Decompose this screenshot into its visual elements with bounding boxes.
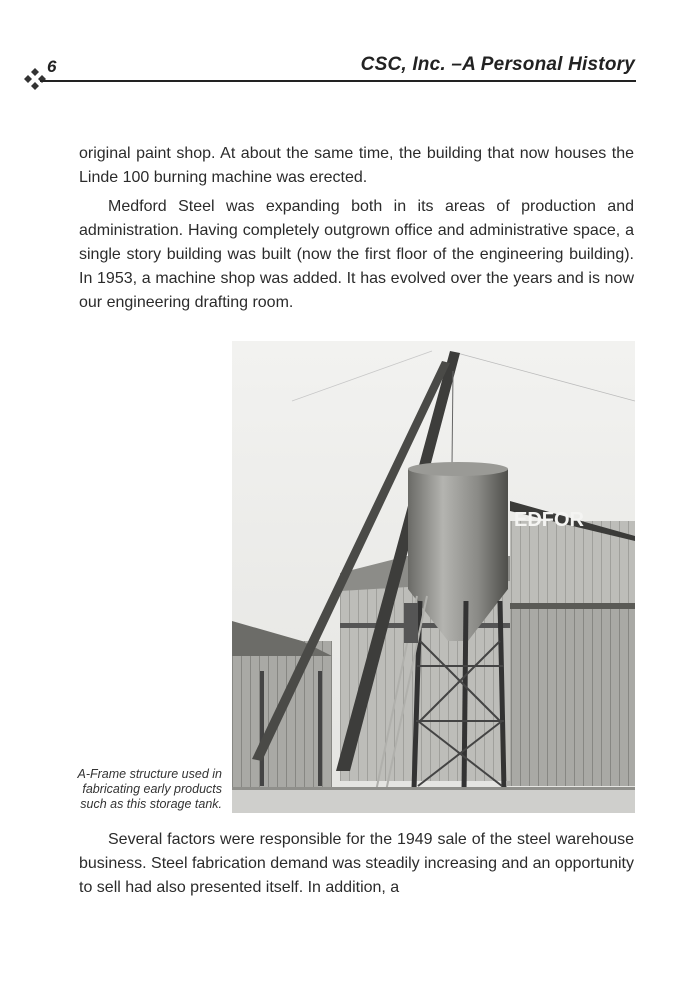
body-text-bottom: [79, 828, 634, 905]
paragraph: Several factors were responsible for the 1949 sale of the steel warehouse business. Steel fabrication demand was steadily increasing and an opportunity to sell had also presented itself. In addition, a: [79, 831, 634, 896]
page-number: 6: [47, 57, 57, 76]
caption-line: such as this storage tank.: [80, 797, 222, 811]
body-text-top: [79, 142, 634, 320]
running-header-title: CSC, Inc. –A Personal History: [360, 54, 635, 75]
paragraph: original paint shop. At about the same time, the building that now houses the Linde 100 burning machine was erected.: [79, 145, 634, 186]
header-rule: [40, 80, 636, 82]
paragraph: Medford Steel was expanding both in its areas of production and administration. Having completely outgrown office and administrative space, a single story building was built (now the first floor of the engineering building). In 1953, a machine shop was added. It has evolved over the years and is now our engineering drafting room.: [79, 198, 634, 311]
building-sign-text: EDFOR: [514, 509, 584, 531]
caption-line: fabricating early products: [82, 782, 222, 796]
caption-line: A-Frame structure used in: [77, 767, 222, 781]
photo-caption: [22, 767, 222, 812]
storage-tank-photo: [232, 341, 635, 813]
